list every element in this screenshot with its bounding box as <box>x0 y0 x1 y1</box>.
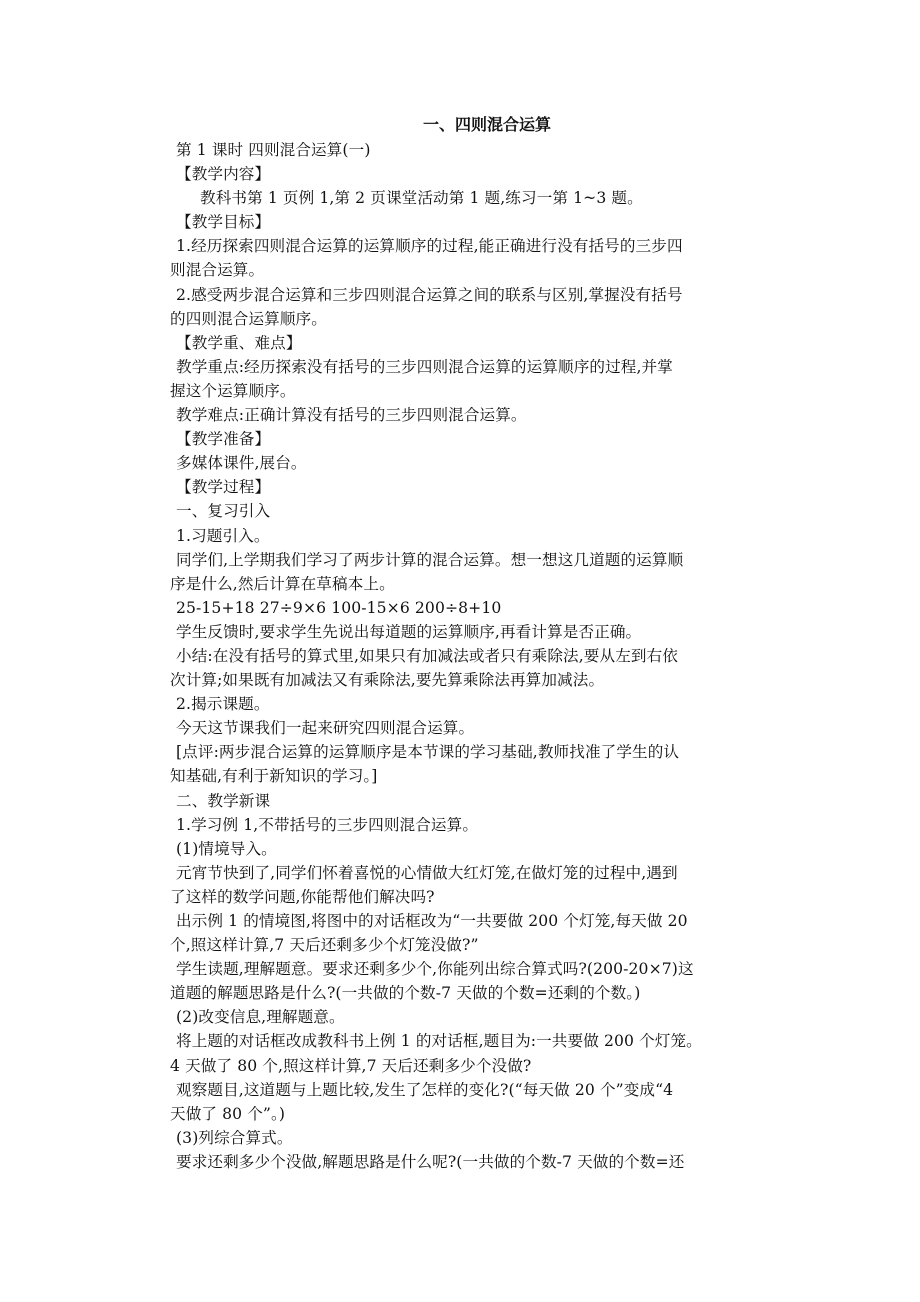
text-line: 【教学重、难点】 <box>176 333 302 352</box>
text-line: 一、复习引入 <box>176 502 271 521</box>
text-line: 25-15+18 27÷9×6 100-15×6 200÷8+10 <box>176 598 502 617</box>
text-line: 知基础,有利于新知识的学习。] <box>170 767 378 786</box>
text-line: 【教学目标】 <box>176 213 271 232</box>
text-line: 次计算;如果既有加减法又有乘除法,要先算乘除法再算加减法。 <box>170 671 605 690</box>
document-body <box>170 138 750 1174</box>
text-line: 教学难点:正确计算没有括号的三步四则混合运算。 <box>176 406 527 425</box>
document-page <box>170 112 750 1174</box>
text-line: (1)情境导入。 <box>176 839 277 858</box>
text-line: 【教学准备】 <box>176 430 271 449</box>
text-line: 1.经历探索四则混合运算的运算顺序的过程,能正确进行没有括号的三步四 <box>176 237 683 256</box>
text-line: 今天这节课我们一起来研究四则混合运算。 <box>176 719 475 738</box>
text-line: 小结:在没有括号的算式里,如果只有加减法或者只有乘除法,要从左到右依 <box>176 646 678 665</box>
text-line: 将上题的对话框改成教科书上例 1 的对话框,题目为:一共要做 200 个灯笼。 <box>176 1032 702 1051</box>
text-line: 学生反馈时,要求学生先说出每道题的运算顺序,再看计算是否正确。 <box>176 622 642 641</box>
text-line: 握这个运算顺序。 <box>170 381 296 400</box>
text-line: 多媒体课件,展台。 <box>176 454 307 473</box>
text-line: 则混合运算。 <box>170 261 265 280</box>
text-line: 元宵节快到了,同学们怀着喜悦的心情做大红灯笼,在做灯笼的过程中,遇到 <box>176 863 678 882</box>
text-line: 教学重点:经历探索没有括号的三步四则混合运算的运算顺序的过程,并掌 <box>176 357 673 376</box>
text-line: 天做了 80 个”。) <box>170 1104 286 1123</box>
text-line: [点评:两步混合运算的运算顺序是本节课的学习基础,教师找准了学生的认 <box>176 743 680 762</box>
text-line: 1.习题引入。 <box>176 526 270 545</box>
text-line: 【教学过程】 <box>176 478 271 497</box>
text-line: 观察题目,这道题与上题比较,发生了怎样的变化?(“每天做 20 个”变成“4 <box>176 1080 674 1099</box>
text-line: 2.感受两步混合运算和三步四则混合运算之间的联系与区别,掌握没有括号 <box>176 285 683 304</box>
text-line: 要求还剩多少个没做,解题思路是什么呢?(一共做的个数-7 天做的个数=还 <box>176 1152 685 1171</box>
text-line: 同学们,上学期我们学习了两步计算的混合运算。想一想这几道题的运算顺 <box>176 550 684 569</box>
text-line: 2.揭示课题。 <box>176 695 270 714</box>
text-line: (2)改变信息,理解题意。 <box>176 1008 345 1027</box>
text-line: 1.学习例 1,不带括号的三步四则混合运算。 <box>176 815 479 834</box>
text-line: (3)列综合算式。 <box>176 1128 293 1147</box>
text-line: 二、教学新课 <box>176 791 271 810</box>
text-line: 教科书第 1 页例 1,第 2 页课堂活动第 1 题,练习一第 1~3 题。 <box>200 189 643 208</box>
document-title: 一、四则混合运算 <box>422 115 551 134</box>
text-line: 的四则混合运算顺序。 <box>170 309 327 328</box>
text-line: 道题的解题思路是什么?(一共做的个数-7 天做的个数=还剩的个数。) <box>170 984 641 1003</box>
text-line: 第 1 课时 四则混合运算(一) <box>176 141 371 159</box>
text-line: 序是什么,然后计算在草稿本上。 <box>170 574 395 593</box>
text-line: 4 天做了 80 个,照这样计算,7 天后还剩多少个没做? <box>170 1056 532 1075</box>
text-line: 了这样的数学问题,你能帮他们解决吗? <box>170 887 435 906</box>
text-line: 【教学内容】 <box>176 165 271 184</box>
text-line: 个,照这样计算,7 天后还剩多少个灯笼没做?” <box>170 936 479 955</box>
text-line: 学生读题,理解题意。要求还剩多少个,你能列出综合算式吗?(200-20×7)这 <box>176 960 694 979</box>
text-line: 出示例 1 的情境图,将图中的对话框改为“一共要做 200 个灯笼,每天做 20 <box>176 912 688 930</box>
